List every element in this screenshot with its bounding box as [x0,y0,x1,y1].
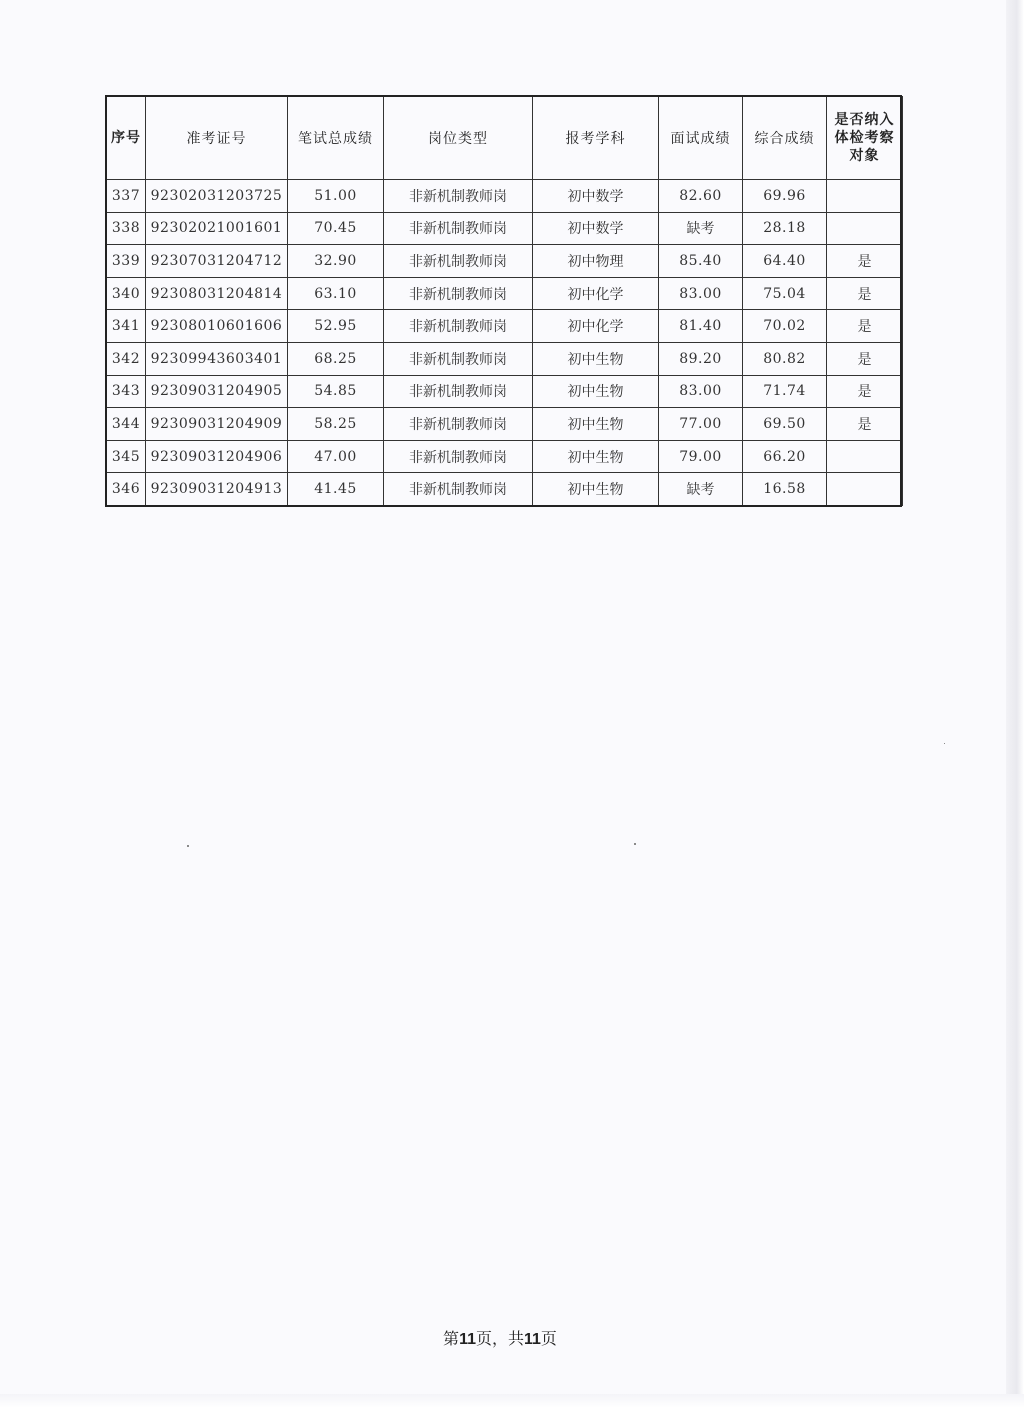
cell-subject: 初中数学 [533,212,659,245]
cell-physical-exam: 是 [827,342,903,375]
cell-exam-id: 92309031204906 [146,440,288,473]
cell-written-score: 68.25 [288,342,384,375]
header-physical-exam [827,97,903,180]
cell-interview-score: 77.00 [659,408,743,441]
table-row [107,212,903,245]
cell-interview-score: 83.00 [659,277,743,310]
cell-exam-id: 92302021001601 [146,212,288,245]
cell-seq: 345 [107,440,146,473]
cell-written-score: 47.00 [288,440,384,473]
table-row [107,375,903,408]
score-table [106,96,903,506]
cell-seq: 338 [107,212,146,245]
cell-exam-id: 92309031204913 [146,473,288,506]
cell-exam-id: 92309943603401 [146,342,288,375]
table-row [107,180,903,213]
footer-suffix: 页 [540,1329,557,1348]
scan-edge-bottom [0,1394,1024,1408]
cell-subject: 初中生物 [533,473,659,506]
cell-written-score: 63.10 [288,277,384,310]
scan-speck [944,743,945,744]
cell-written-score: 41.45 [288,473,384,506]
cell-seq: 342 [107,342,146,375]
cell-position-type: 非新机制教师岗 [384,310,533,343]
header-subject: 报考学科 [533,97,659,180]
footer-page-number: 11 [459,1331,476,1348]
scan-speck [634,843,636,845]
cell-written-score: 54.85 [288,375,384,408]
footer-middle: 页，共 [475,1329,524,1348]
table-row [107,408,903,441]
cell-seq: 340 [107,277,146,310]
cell-interview-score: 82.60 [659,180,743,213]
cell-written-score: 58.25 [288,408,384,441]
scan-edge-right [1006,0,1024,1408]
cell-interview-score: 89.20 [659,342,743,375]
cell-interview-score: 缺考 [659,473,743,506]
cell-total-score: 69.96 [743,180,827,213]
cell-exam-id: 92309031204909 [146,408,288,441]
cell-exam-id: 92308031204814 [146,277,288,310]
cell-interview-score: 83.00 [659,375,743,408]
header-exam-id: 准考证号 [146,97,288,180]
header-total-score: 综合成绩 [743,97,827,180]
cell-subject: 初中化学 [533,277,659,310]
cell-total-score: 75.04 [743,277,827,310]
cell-interview-score: 79.00 [659,440,743,473]
cell-position-type: 非新机制教师岗 [384,245,533,278]
cell-physical-exam [827,440,903,473]
table-row [107,310,903,343]
cell-total-score: 64.40 [743,245,827,278]
cell-seq: 346 [107,473,146,506]
cell-total-score: 69.50 [743,408,827,441]
table-row [107,342,903,375]
cell-interview-score: 85.40 [659,245,743,278]
cell-position-type: 非新机制教师岗 [384,375,533,408]
cell-physical-exam: 是 [827,408,903,441]
cell-subject: 初中生物 [533,375,659,408]
table-header-row [107,97,903,180]
cell-position-type: 非新机制教师岗 [384,212,533,245]
cell-interview-score: 缺考 [659,212,743,245]
cell-seq: 337 [107,180,146,213]
cell-subject: 初中化学 [533,310,659,343]
cell-physical-exam: 是 [827,310,903,343]
cell-position-type: 非新机制教师岗 [384,408,533,441]
cell-subject: 初中物理 [533,245,659,278]
cell-exam-id: 92308010601606 [146,310,288,343]
scan-speck [187,845,189,847]
cell-physical-exam: 是 [827,375,903,408]
cell-total-score: 70.02 [743,310,827,343]
cell-subject: 初中生物 [533,440,659,473]
header-interview-score: 面试成绩 [659,97,743,180]
cell-seq: 344 [107,408,146,441]
header-physical-exam-label: 是否纳入体检考察对象 [834,112,895,164]
cell-position-type: 非新机制教师岗 [384,277,533,310]
cell-written-score: 70.45 [288,212,384,245]
cell-physical-exam [827,180,903,213]
cell-subject: 初中数学 [533,180,659,213]
cell-seq: 339 [107,245,146,278]
table-row [107,440,903,473]
cell-exam-id: 92307031204712 [146,245,288,278]
cell-total-score: 28.18 [743,212,827,245]
cell-total-score: 66.20 [743,440,827,473]
cell-seq: 343 [107,375,146,408]
cell-physical-exam: 是 [827,245,903,278]
cell-written-score: 52.95 [288,310,384,343]
header-position-type: 岗位类型 [384,97,533,180]
cell-physical-exam: 是 [827,277,903,310]
cell-position-type: 非新机制教师岗 [384,180,533,213]
cell-physical-exam [827,473,903,506]
cell-subject: 初中生物 [533,408,659,441]
cell-total-score: 80.82 [743,342,827,375]
footer-prefix: 第 [443,1329,460,1348]
table-row [107,277,903,310]
cell-written-score: 32.90 [288,245,384,278]
cell-interview-score: 81.40 [659,310,743,343]
cell-exam-id: 92302031203725 [146,180,288,213]
cell-position-type: 非新机制教师岗 [384,440,533,473]
header-written-score: 笔试总成绩 [288,97,384,180]
cell-exam-id: 92309031204905 [146,375,288,408]
cell-total-score: 16.58 [743,473,827,506]
footer-total-pages: 11 [524,1331,541,1348]
cell-position-type: 非新机制教师岗 [384,473,533,506]
table-row [107,473,903,506]
table-row [107,245,903,278]
cell-seq: 341 [107,310,146,343]
cell-subject: 初中生物 [533,342,659,375]
cell-position-type: 非新机制教师岗 [384,342,533,375]
page-number-footer [0,1326,1000,1349]
cell-total-score: 71.74 [743,375,827,408]
cell-written-score: 51.00 [288,180,384,213]
cell-physical-exam [827,212,903,245]
header-seq: 序号 [107,97,146,180]
